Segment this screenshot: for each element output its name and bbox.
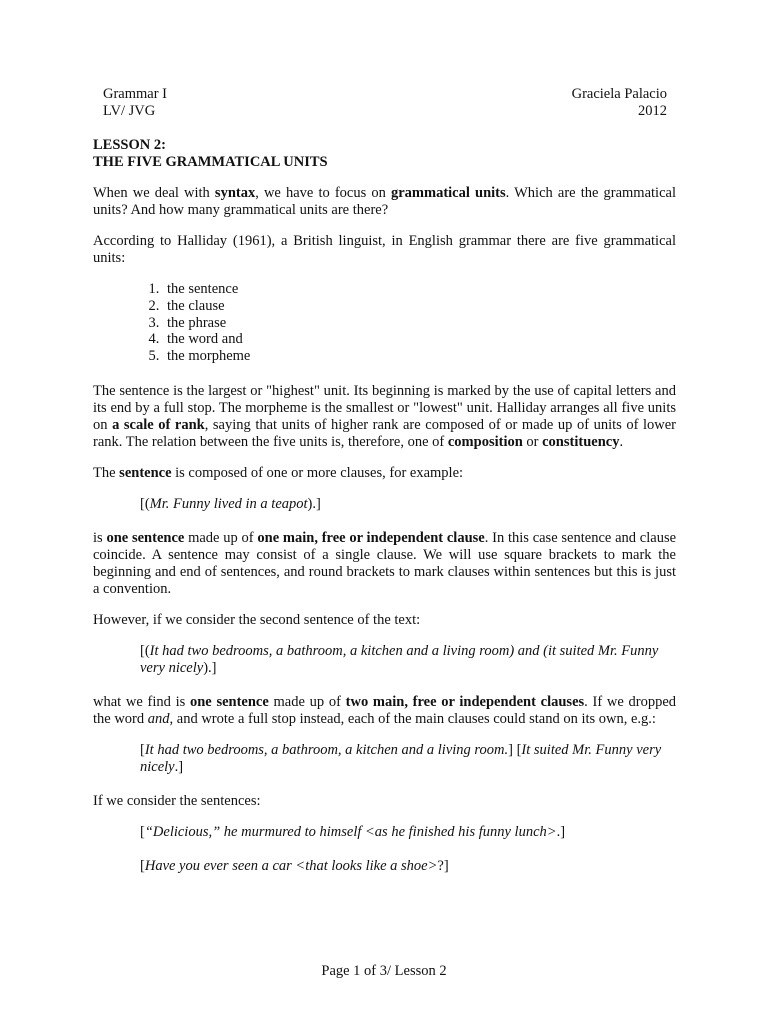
page-footer: Page 1 of 3/ Lesson 2	[321, 963, 447, 979]
author-name: Graciela Palacio	[571, 86, 667, 102]
paragraph-consider: If we consider the sentences:	[93, 792, 261, 809]
paragraph-scale-of-rank: The sentence is the largest or "highest" unit. Its beginning is marked by the use of capital letters and its end by a full stop. The morpheme is the smallest or "lowest" unit. Halliday arranges all five units on a scale of rank, saying that units of higher rank are composed of or made up of units of lower rank. The relation between the five units is, therefore, one of composition or constituency.	[93, 382, 677, 450]
example-4: [“Delicious,” he murmured to himself <as he finished his funny lunch>.]	[140, 823, 566, 840]
year: 2012	[638, 103, 667, 119]
list-item: 1. the sentence	[163, 281, 676, 298]
paragraph-halliday: According to Halliday (1961), a British linguist, in English grammar there are five grammatical units:	[93, 233, 676, 266]
page-header	[103, 86, 667, 120]
list-item: 5. the morpheme	[163, 348, 676, 365]
lesson-title: LESSON 2: THE FIVE GRAMMATICAL UNITS	[93, 137, 328, 170]
course-name: Grammar I	[103, 86, 168, 102]
paragraph-two-clauses: what we find is one sentence made up of two main, free or independent clauses. If we dropped the word and, and wrote a full stop instead, each of the main clauses could stand on its own, e.g.:	[93, 693, 676, 727]
grammatical-units-list	[93, 281, 676, 365]
list-item: 2. the clause	[163, 298, 676, 315]
example-2: [(It had two bedrooms, a bathroom, a kitchen and a living room) and (it suited Mr. Funny very nicely).]	[140, 642, 659, 676]
document-body	[93, 137, 676, 892]
paragraph-sentence: The sentence is composed of one or more clauses, for example:	[93, 464, 464, 481]
list-item: 4. the word and	[163, 331, 676, 348]
course-code: LV/ JVG	[103, 103, 156, 119]
example-5: [Have you ever seen a car <that looks like a shoe>?]	[140, 857, 449, 874]
example-1: [(Mr. Funny lived in a teapot).]	[140, 495, 321, 512]
paragraph-one-sentence: is one sentence made up of one main, free or independent clause. In this case sentence and clause coincide. A sentence may consist of a single clause. We will use square brackets to mark the beginning and end of sentences, and round brackets to mark clauses within sentences but this is just a convention.	[93, 529, 677, 597]
example-3: [It had two bedrooms, a bathroom, a kitchen and a living room.] [It suited Mr. Funny very nicely.]	[140, 741, 662, 775]
paragraph-intro: When we deal with syntax, we have to focus on grammatical units. Which are the grammatical units? And how many grammatical units are there?	[93, 185, 676, 218]
paragraph-however: However, if we consider the second sentence of the text:	[93, 611, 421, 628]
list-item: 3. the phrase	[163, 315, 676, 332]
